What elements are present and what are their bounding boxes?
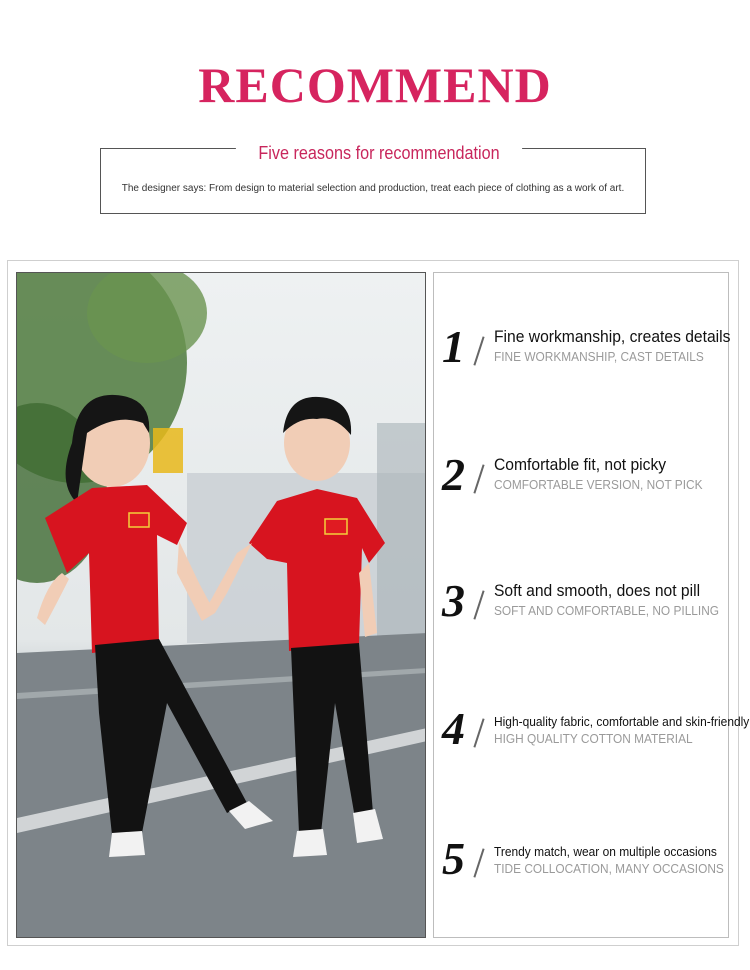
feature-subtitle: TIDE COLLOCATION, MANY OCCASIONS [494, 862, 724, 876]
feature-subtitle: SOFT AND COMFORTABLE, NO PILLING [494, 604, 720, 618]
designer-note: The designer says: From design to material selection and production, treat each piece of clothing as a work of art. [121, 183, 625, 194]
feature-item-2 [440, 449, 740, 514]
product-photo [16, 272, 426, 938]
feature-item-1 [440, 321, 740, 386]
feature-title: Soft and smooth, does not pill [494, 581, 701, 600]
kids-uniform-illustration [17, 273, 426, 938]
feature-title: High-quality fabric, comfortable and skin-friendly [494, 714, 750, 729]
feature-number: 5 [442, 833, 465, 884]
feature-title: Fine workmanship, creates details [494, 327, 731, 346]
feature-item-5 [440, 833, 740, 898]
feature-number: 3 [442, 575, 465, 626]
feature-item-4 [440, 703, 750, 768]
feature-subtitle: HIGH QUALITY COTTON MATERIAL [494, 732, 693, 746]
reason-heading: Five reasons for recommendation [236, 140, 522, 166]
feature-number: 2 [442, 449, 465, 500]
feature-number: 4 [442, 703, 465, 754]
feature-number: 1 [442, 321, 465, 372]
feature-subtitle: FINE WORKMANSHIP, CAST DETAILS [494, 350, 704, 364]
feature-item-3 [440, 575, 740, 640]
page-title: RECOMMEND [198, 57, 552, 113]
feature-title: Comfortable fit, not picky [494, 455, 667, 474]
feature-subtitle: COMFORTABLE VERSION, NOT PICK [494, 478, 703, 492]
feature-title: Trendy match, wear on multiple occasions [494, 844, 717, 859]
